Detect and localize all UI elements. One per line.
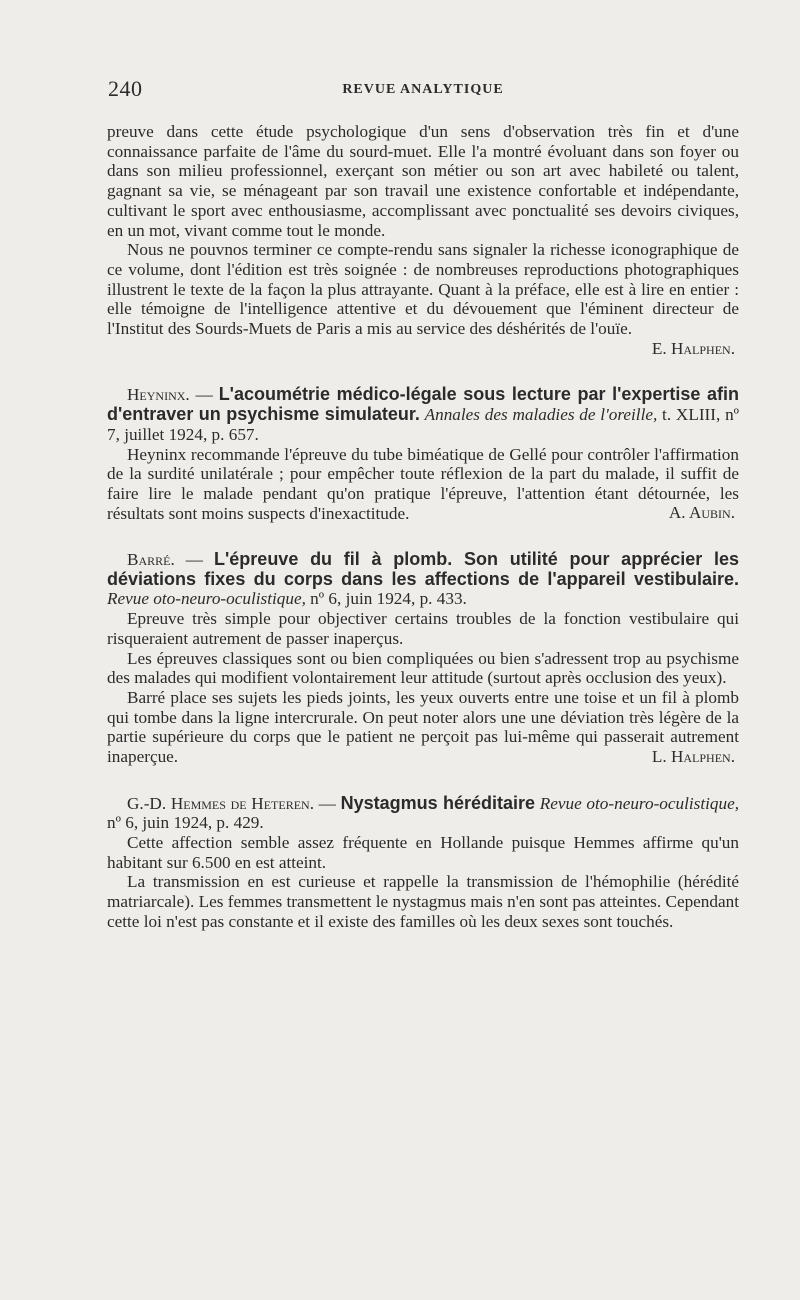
entry-author: Barré. <box>127 550 175 570</box>
entry-title: Nystagmus héréditaire <box>340 792 536 813</box>
page-number: 240 <box>108 76 143 101</box>
entry-paragraph-text: Heyninx recommande l'épreuve du tube biméatique de Gellé pour contrôler l'affirmation de la surdité unilatérale ; pour empêcher toute réflexion de la part du malade, il suffit de faire lire le malade pendant qu'on pratique l'épreuve, l'attention étant détournée, les résultats sont moins suspects d'inexactitude. <box>107 444 739 523</box>
page-header <box>108 76 738 106</box>
entry-title: L'épreuve du fil à plomb. Son utilité pour apprécier les déviations fixes du corps dans les affections de l'appareil vestibulaire. <box>107 549 739 589</box>
entry-journal: Revue oto-neuro-oculistique, <box>539 793 740 813</box>
intro-paragraph-2-text: Nous ne pouvnos terminer ce compte-rendu sans signaler la richesse iconographique de ce volume, dont l'édition est très soignée : de nombreuses reproductions photographiques illustrent le texte de la façon la plus attrayante. Quant à la préface, elle est à lire en entier : elle témoigne de l'intelligence attentive et du dévouement que l'éminent directeur de l'Institut des Sourds-Muets de Paris a mis au service des déshérités de l'ouïe. <box>107 240 739 339</box>
entry-citation: t. XLIII, nº 7, juillet 1924, p. 657. <box>107 405 739 444</box>
entry-dash: — <box>314 793 341 813</box>
entry-signature: L. Halphen. <box>651 746 735 766</box>
entry-signature: A. Aubin. <box>668 503 735 523</box>
entry-paragraph <box>107 688 739 767</box>
entry-paragraph-text: Barré place ses sujets les pieds joints, les yeux ouverts entre une toise et un fil à plomb qui tombe dans la ligne intercrurale. On peut noter alors une une déviation très légère de la partie supérieure du corps que le patient ne perçoit pas lui-même qui passerait autrement inaperçue. <box>107 687 739 767</box>
entry-dash: — <box>189 385 219 405</box>
entry-heading <box>107 794 739 833</box>
review-entry-barre <box>107 550 739 766</box>
entry-title: L'acoumétrie médico-légale sous lecture par l'expertise afin d'entraver un psychisme simulateur. <box>107 384 740 425</box>
review-entry-heyninx <box>107 385 739 523</box>
entry-heading <box>107 385 739 444</box>
entry-heading <box>107 550 739 609</box>
entry-author: Heyninx. <box>127 385 190 405</box>
entry-journal: Revue oto-neuro-oculistique, <box>107 589 306 609</box>
running-title: REVUE ANALYTIQUE <box>342 82 504 97</box>
entry-journal: Annales des maladies de l'oreille, <box>424 405 658 425</box>
entry-citation: nº 6, juin 1924, p. 433. <box>305 589 467 609</box>
intro-paragraph-1: preuve dans cette étude psychologique d'un sens d'observation très fin et d'une connaissance parfaite de l'âme du sourd-muet. Elle l'a montré évoluant dans son foyer ou dans son milieu professionnel, exerçant son métier ou son art avec habileté ou talent, gagnant sa vie, se ménageant par son travail une existence confortable et indépendante, cultivant le sport avec enthousiasme, accomplissant avec ponctualité ses devoirs civiques, en un mot, vivant comme tout le monde. <box>107 122 739 240</box>
entry-paragraph: Cette affection semble assez fréquente en Hollande puisque Hemmes affirme qu'un habitant sur 6.500 en est atteint. <box>107 832 739 872</box>
entry-paragraph: Epreuve très simple pour objectiver certains troubles de la fonction vestibulaire qui risqueraient autrement de passer inaperçus. <box>107 609 739 648</box>
page-body <box>107 122 739 931</box>
entry-paragraph <box>107 445 739 524</box>
intro-paragraph-2 <box>107 240 739 358</box>
intro-signature: E. Halphen. <box>651 338 735 358</box>
entry-paragraph: La transmission en est curieuse et rappelle la transmission de l'hémophilie (hérédité matriarcale). Les femmes transmettent le nystagmus mais n'en sont pas atteintes. Cependant cette loi n'est pas constante et il existe des familles où les deux sexes sont touchés. <box>107 872 739 931</box>
entry-author: G.-D. Hemmes de Heteren. <box>127 793 314 813</box>
entry-citation: nº 6, juin 1924, p. 429. <box>107 813 264 833</box>
entry-paragraph: Les épreuves classiques sont ou bien compliquées ou bien s'adressent trop au psychisme des malades qui modifient volontairement leur attitude (surtout après occlusion des yeux). <box>107 648 739 688</box>
review-entry-hemmes <box>107 794 739 932</box>
entry-dash: — <box>174 550 215 570</box>
